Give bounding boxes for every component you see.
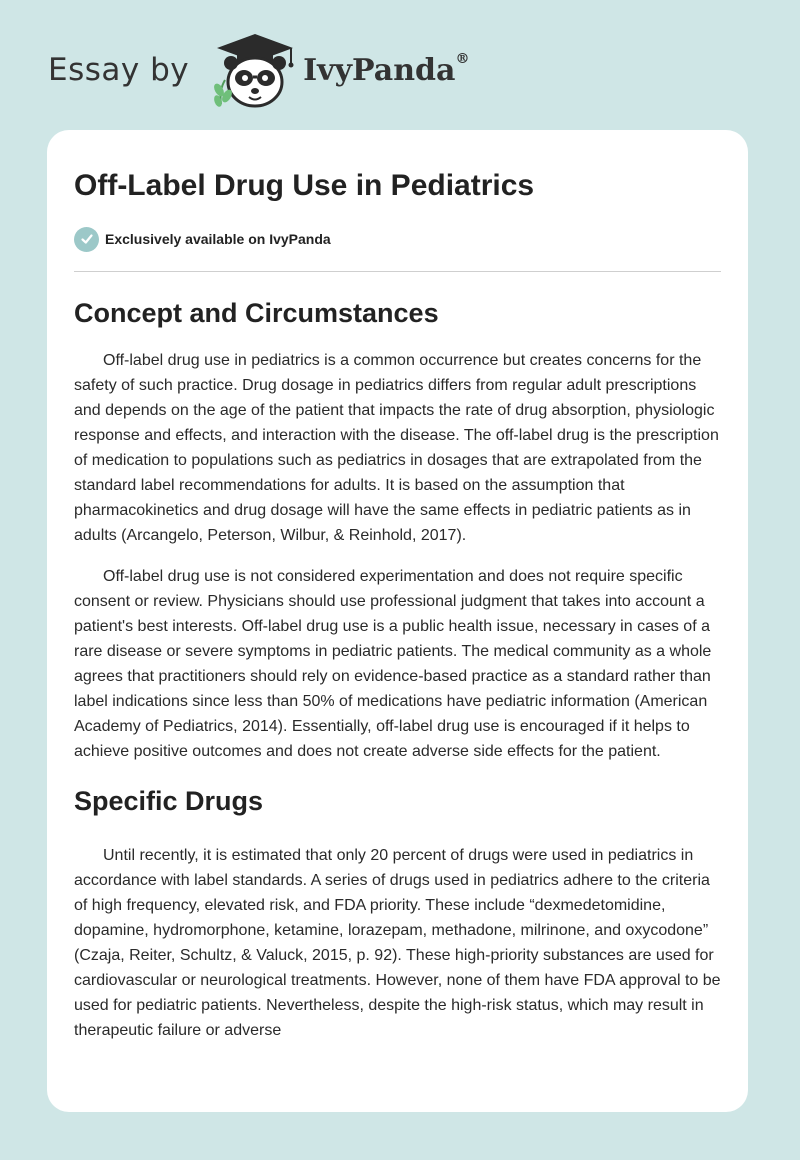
exclusive-badge (74, 224, 721, 254)
check-icon (74, 227, 99, 252)
divider (74, 271, 721, 272)
paragraph: Off-label drug use is not considered experimentation and does not require specific consent or review. Physicians should use professional judgment that takes into account a patient's best interests. Off-label drug use is a public health issue, necessary in cases of a rare disease or severe symptoms in pediatric patients. The medical community as a whole agrees that practitioners should rely on evidence-based practice as a standard rather than label indications since less than 50% of medications have pediatric information (American Academy of Pediatrics, 2014). Essentially, off-label drug use is encouraged if it helps to achieve positive outcomes and does not create adverse side effects for the patient. (74, 568, 712, 760)
paragraph: Off-label drug use in pediatrics is a common occurrence but creates concerns for the safety of such practice. Drug dosage in pediatrics differs from regular adult prescriptions and depends on the age of the patient that impacts the rate of drug absorption, physiologic response and effects, and interaction with the disease. The off-label drug is the prescription of medication to populations such as pediatrics in dosages that are extrapolated from the standard label recommendations for adults. It is based on the assumption that pharmacokinetics and drug dosage will have the same effects in pediatric patients as in adults (Arcangelo, Peterson, Wilbur, & Reinhold, 2017). (74, 352, 719, 544)
section-heading-concept: Concept and Circumstances (74, 298, 439, 328)
ivypanda-logo-icon[interactable] (207, 30, 297, 110)
article-card (47, 130, 748, 1112)
paragraph: Until recently, it is estimated that only 20 percent of drugs were used in pediatrics in accordance with label standards. A series of drugs used in pediatrics adhere to the criteria of high frequency, elevated risk, and FDA priority. These include “dexmedetomidine, dopamine, hydromorphone, ketamine, lorazepam, methadone, milrinone, and oxycodone” (Czaja, Reiter, Schultz, & Valuck, 2015, p. 92). These high-priority substances are used for cardiovascular or neurological treatments. However, none of them have FDA approval to be used for pediatric patients. Nevertheless, despite the high-risk status, which may result in therapeutic failure or adverse (74, 847, 721, 1039)
essay-by-label: Essay by (48, 52, 190, 88)
badge-label: Exclusively available on IvyPanda (105, 231, 331, 247)
article-title: Off-Label Drug Use in Pediatrics (74, 169, 535, 202)
site-header (48, 30, 469, 110)
registered-mark: ® (455, 50, 470, 67)
brand-label: IvyPanda (303, 52, 456, 88)
section-heading-specific-drugs: Specific Drugs (74, 786, 264, 816)
brand-name (303, 50, 470, 88)
